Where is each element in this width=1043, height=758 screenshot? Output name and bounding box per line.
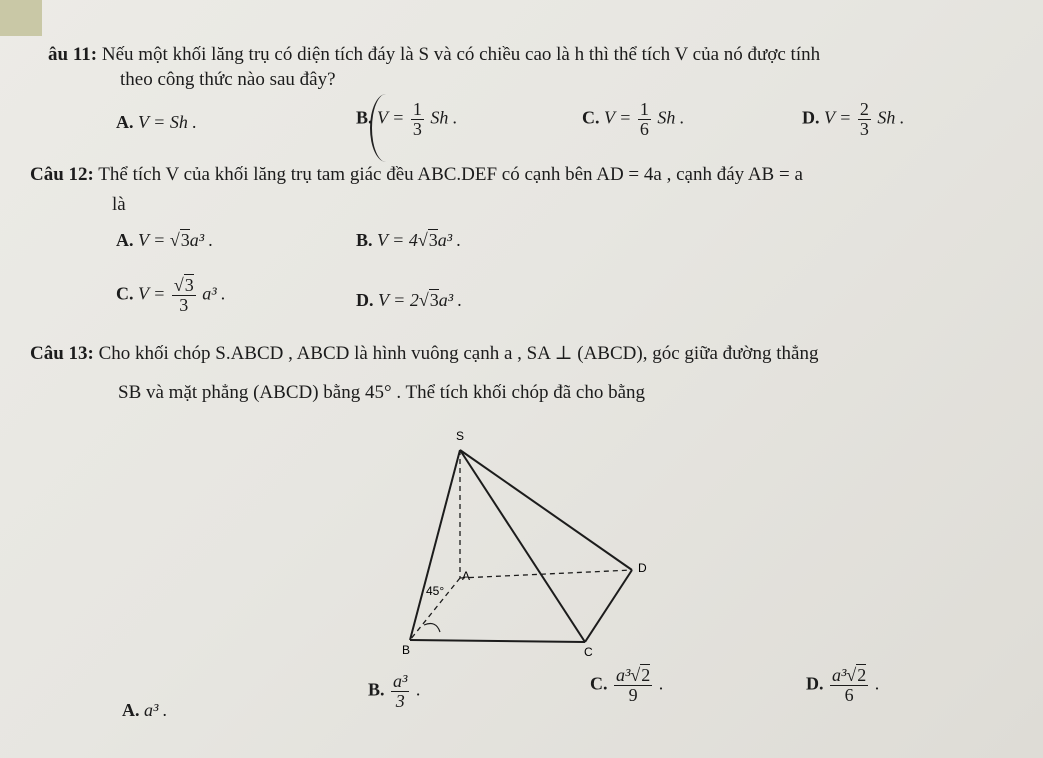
fraction	[830, 666, 868, 705]
vertex-s-label: S	[456, 429, 465, 443]
edge-sd	[460, 450, 632, 570]
option-letter: A.	[116, 230, 134, 250]
fraction	[638, 100, 651, 139]
denominator: 3	[395, 690, 405, 711]
radicand: 3	[428, 230, 438, 250]
option-expr: V = 2	[378, 290, 419, 310]
question-12-text-1: Thể tích V của khối lăng trụ tam giác đều ABC.DEF có cạnh bên AD = 4a , cạnh đáy AB = a	[98, 164, 803, 185]
q11-option-b[interactable]	[356, 100, 457, 139]
q11-option-d[interactable]	[802, 100, 904, 139]
option-letter: A.	[122, 700, 140, 720]
q13-option-b[interactable]	[368, 672, 420, 711]
option-expr-tail: .	[874, 673, 880, 694]
numerator: a³	[393, 671, 408, 691]
question-13-text-2: SB và mặt phẳng (ABCD) bằng 45° . Thể tích khối chóp đã cho bằng	[118, 382, 646, 403]
question-12	[30, 164, 803, 186]
vertex-a-label: A	[462, 569, 471, 583]
option-letter: C.	[582, 107, 600, 128]
option-expr: V = Sh .	[138, 112, 197, 132]
question-13	[30, 342, 818, 365]
option-letter: C.	[116, 283, 134, 304]
numerator: a³√2	[616, 665, 651, 685]
option-expr: V =	[138, 283, 166, 304]
denominator: 3	[859, 118, 869, 139]
option-letter: D.	[356, 290, 374, 310]
option-expr: V =	[138, 230, 170, 250]
question-12-label: Câu 12:	[30, 164, 94, 185]
numerator: 1	[412, 99, 422, 119]
edge-ad	[460, 570, 632, 578]
option-expr-tail: a³ .	[437, 230, 462, 250]
option-expr-tail: .	[415, 679, 421, 700]
option-expr-tail: Sh .	[657, 107, 685, 128]
question-11	[48, 44, 820, 66]
radicand: 3	[429, 290, 439, 310]
question-13-label: Câu 13:	[30, 343, 94, 364]
fraction	[172, 276, 196, 315]
option-letter: D.	[802, 107, 820, 128]
denominator: 6	[844, 684, 854, 705]
q12-option-d[interactable]: D. V = 2√3a³ .	[356, 290, 463, 310]
fraction	[391, 672, 409, 711]
option-expr: V = 4	[377, 230, 418, 250]
q11-option-c[interactable]	[582, 100, 684, 139]
denominator: 6	[639, 118, 649, 139]
q13-option-d[interactable]	[806, 666, 879, 705]
radicand: 2	[857, 665, 867, 685]
denominator: 9	[628, 684, 638, 705]
edge-sc	[460, 450, 585, 642]
option-expr-tail: a³ .	[202, 283, 226, 304]
option-expr-tail: Sh .	[877, 107, 905, 128]
question-11-text-2: theo công thức nào sau đây?	[120, 69, 336, 90]
option-letter: B.	[356, 107, 373, 128]
numerator-base: a³	[616, 665, 631, 685]
pyramid-diagram	[400, 420, 670, 660]
q12-option-b[interactable]: B. V = 4√3a³ .	[356, 230, 462, 250]
numerator: a³√2	[832, 665, 867, 685]
numerator: √3	[173, 275, 194, 295]
fraction	[411, 100, 424, 139]
vertex-b-label: B	[402, 643, 411, 657]
numerator: 2	[859, 99, 869, 119]
option-letter: B.	[368, 679, 385, 700]
page-corner-shadow	[0, 0, 42, 36]
q12-option-c[interactable]	[116, 276, 226, 315]
question-11-text-1: Nếu một khối lăng trụ có diện tích đáy là S và có chiều cao là h thì thể tích V của nó được tính	[101, 44, 821, 65]
option-letter: D.	[806, 673, 824, 694]
question-12-text-2: là	[112, 194, 126, 215]
option-expr-tail: a³ .	[438, 290, 463, 310]
denominator: 3	[412, 118, 422, 139]
edge-cd	[585, 570, 632, 642]
fraction	[614, 666, 652, 705]
radicand: 3	[184, 275, 194, 295]
angle-label: 45°	[426, 584, 445, 598]
option-letter: A.	[116, 112, 134, 132]
option-expr-tail: a³ .	[189, 230, 214, 250]
option-expr: a³ .	[144, 700, 168, 720]
vertex-c-label: C	[584, 645, 593, 659]
numerator: 1	[639, 99, 649, 119]
q11-option-a[interactable]	[116, 112, 197, 133]
question-11-label: âu 11:	[48, 44, 98, 65]
option-letter: C.	[590, 673, 608, 694]
denominator: 3	[179, 294, 189, 315]
radicand: 3	[180, 230, 190, 250]
q13-option-a[interactable]	[122, 700, 167, 721]
fraction	[858, 100, 871, 139]
option-expr: V =	[377, 107, 405, 128]
question-13-text-1: Cho khối chóp S.ABCD , ABCD là hình vuông cạnh a , SA ⊥ (ABCD), góc giữa đường thẳng	[98, 343, 819, 364]
radicand: 2	[641, 665, 651, 685]
numerator-base: a³	[832, 665, 847, 685]
option-expr-tail: .	[658, 673, 664, 694]
option-letter: B.	[356, 230, 373, 250]
q12-option-a[interactable]: A. V = √3a³ .	[116, 230, 214, 250]
q13-option-c[interactable]	[590, 666, 663, 705]
edge-bc	[410, 640, 585, 642]
option-expr-tail: Sh .	[430, 107, 458, 128]
vertex-d-label: D	[638, 561, 647, 575]
option-expr: V =	[824, 107, 852, 128]
angle-arc	[424, 624, 440, 632]
option-expr: V =	[604, 107, 632, 128]
edge-sb	[410, 450, 460, 640]
